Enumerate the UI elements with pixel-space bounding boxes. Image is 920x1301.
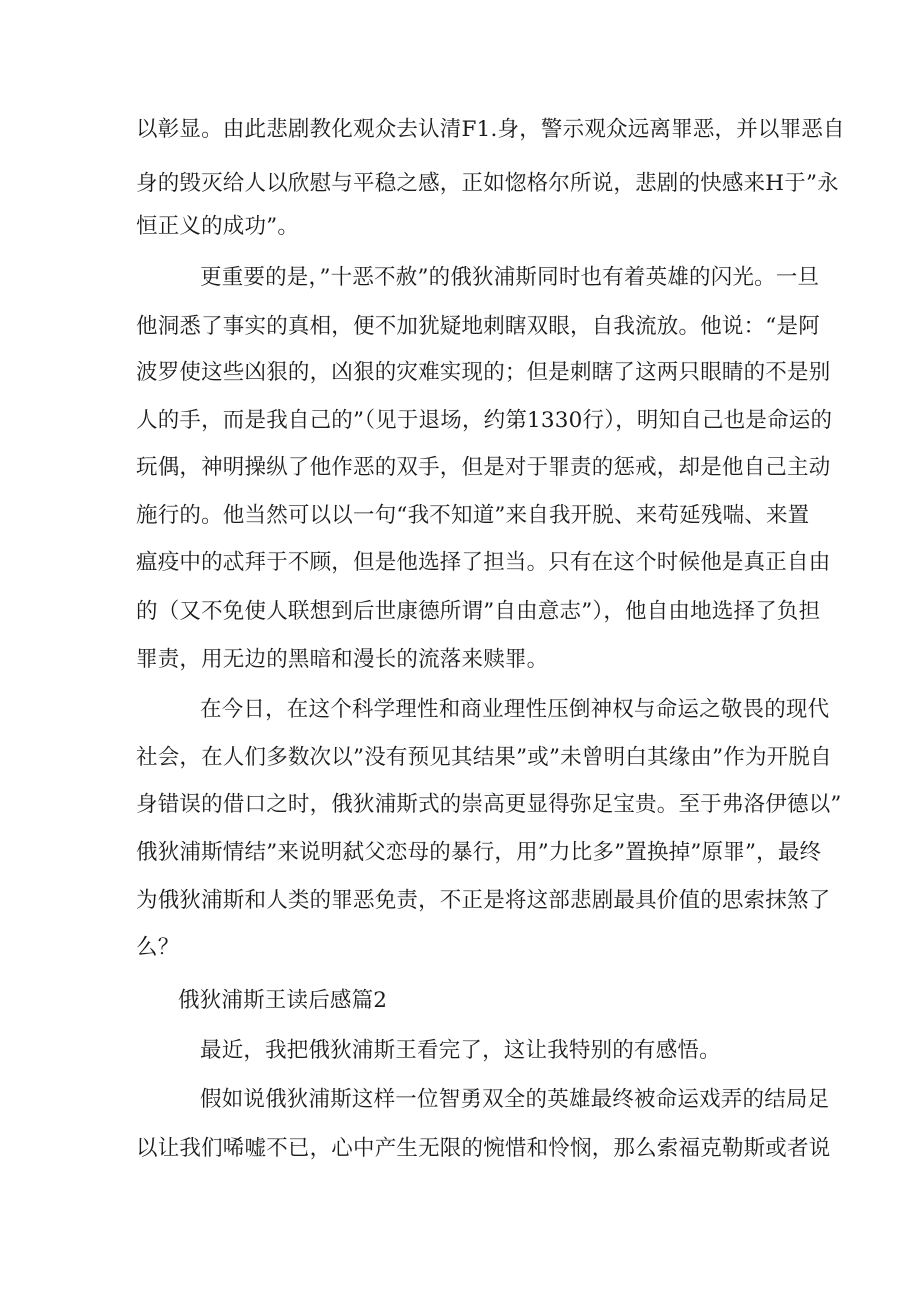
paragraph-line: 社会，在人们多数次以”没有预见其结果”或”未曾明白其缘由”作为开脱自	[136, 745, 832, 770]
paragraph-line: 他洞悉了事实的真相，便不加犹疑地刺瞎双眼，自我流放。他说：“是阿	[136, 314, 820, 339]
paragraph-line: 人的手，而是我自己的”（见于退场，约第1330行），明知自己也是命运的	[136, 408, 833, 433]
paragraph-line: 瘟疫中的忒拜于不顾，但是他选择了担当。只有在这个时候他是真正自由	[136, 550, 831, 575]
paragraph-line: 施行的。他当然可以以一句“我不知道”来自我开脱、来苟延残喘、来置	[136, 503, 810, 528]
paragraph-line: 的（又不免使人联想到后世康德所谓”自由意志”），他自由地选择了负担	[136, 599, 821, 624]
paragraph-line: 身错误的借口之时，俄狄浦斯式的崇高更显得弥足宝贵。至于弗洛伊德以”	[136, 792, 842, 817]
paragraph-line: 玩偶，神明操纵了他作恶的双手，但是对于罪责的惩戒，却是他自己主动	[136, 455, 831, 480]
paragraph-line: 波罗使这些凶狠的，凶狠的灾难实现的；但是刺瞎了这两只眼睛的不是别	[136, 360, 831, 385]
paragraph-line: 俄狄浦斯情结”来说明弑父恋母的暴行，用”力比多”置换掉”原罪”，最终	[136, 840, 822, 865]
paragraph-line: 身的毁灭给人以欣慰与平稳之感，正如惚格尔所说，悲剧的快感来H于”永	[136, 171, 839, 196]
paragraph-line: 罪责，用无边的黑暗和漫长的流落来赎罪。	[136, 647, 549, 672]
paragraph-line: 为俄狄浦斯和人类的罪恶免责，不正是将这部悲剧最具价值的思索抹煞了	[136, 888, 831, 913]
paragraph-line: 恒正义的成功”。	[136, 214, 300, 239]
section-title: 俄狄浦斯王读后感篇2	[178, 988, 388, 1013]
paragraph-line: 在今日，在这个科学理性和商业理性压倒神权与命运之敬畏的现代	[200, 697, 830, 722]
paragraph-line: 最近，我把俄狄浦斯王看完了，这让我特别的有感悟。	[200, 1038, 721, 1063]
paragraph-line: 更重要的是，”十恶不赦”的俄狄浦斯同时也有着英雄的闪光。一旦	[200, 265, 820, 290]
paragraph-line: 假如说俄狄浦斯这样一位智勇双全的英雄最终被命运戏弄的结局足	[200, 1087, 830, 1112]
paragraph-line: 以彰显。由此悲剧教化观众去认清F1.身，警示观众远离罪恶，并以罪恶自	[136, 117, 845, 142]
paragraph-line: 以让我们唏嘘不已，心中产生无限的惋惜和怜悯，那么索福克勒斯或者说	[136, 1136, 831, 1161]
paragraph-line: 么？	[136, 935, 180, 960]
